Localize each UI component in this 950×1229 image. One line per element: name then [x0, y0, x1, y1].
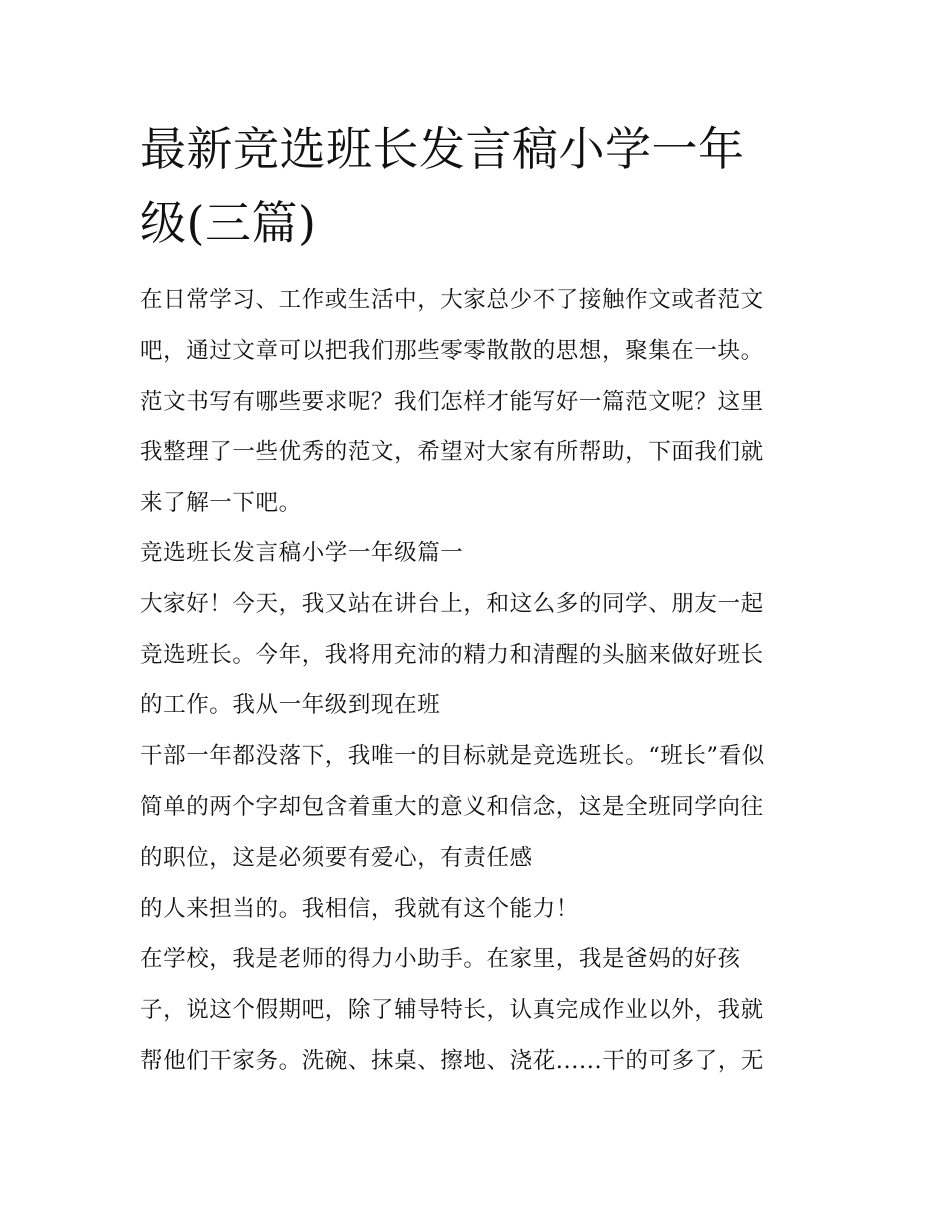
- document-title: [140, 112, 820, 260]
- body-line: 大家好！今天，我又站在讲台上，和这么多的同学、朋友一起: [140, 591, 764, 617]
- body-line: 的人来担当的。我相信，我就有这个能力！: [140, 896, 579, 922]
- body-line: 帮他们干家务。洗碗、抹桌、擦地、浇花......干的可多了，无: [140, 1048, 765, 1074]
- body-line: 竞选班长。今年，我将用充沛的精力和清醒的头脑来做好班长: [140, 642, 764, 668]
- body-line: 的工作。我从一年级到现在班: [140, 692, 441, 718]
- body-line: 范文书写有哪些要求呢？我们怎样才能写好一篇范文呢？这里: [140, 389, 764, 415]
- body-line: 简单的两个字却包含着重大的意义和信念，这是全班同学向往: [140, 794, 764, 820]
- title-line-2: 级(三篇): [140, 196, 317, 250]
- body-line: 干部一年都没落下，我唯一的目标就是竞选班长。“班长”看似: [140, 743, 765, 769]
- body-line: 在学校，我是老师的得力小助手。在家里，我是爸妈的好孩: [140, 946, 741, 972]
- body-line: 我整理了一些优秀的范文，希望对大家有所帮助，下面我们就: [140, 439, 764, 465]
- body-line: 吧，通过文章可以把我们那些零零散散的思想，聚集在一块。: [140, 338, 764, 364]
- body-line: 的职位，这是必须要有爱心，有责任感: [140, 845, 533, 871]
- title-line-1: 最新竞选班长发言稿小学一年: [140, 122, 745, 176]
- body-line: 在日常学习、工作或生活中，大家总少不了接触作文或者范文: [140, 287, 764, 313]
- body-line: 来了解一下吧。: [140, 490, 302, 516]
- section-heading: 竞选班长发言稿小学一年级篇一: [140, 540, 464, 566]
- body-line: 子，说这个假期吧，除了辅导特长，认真完成作业以外，我就: [140, 997, 764, 1023]
